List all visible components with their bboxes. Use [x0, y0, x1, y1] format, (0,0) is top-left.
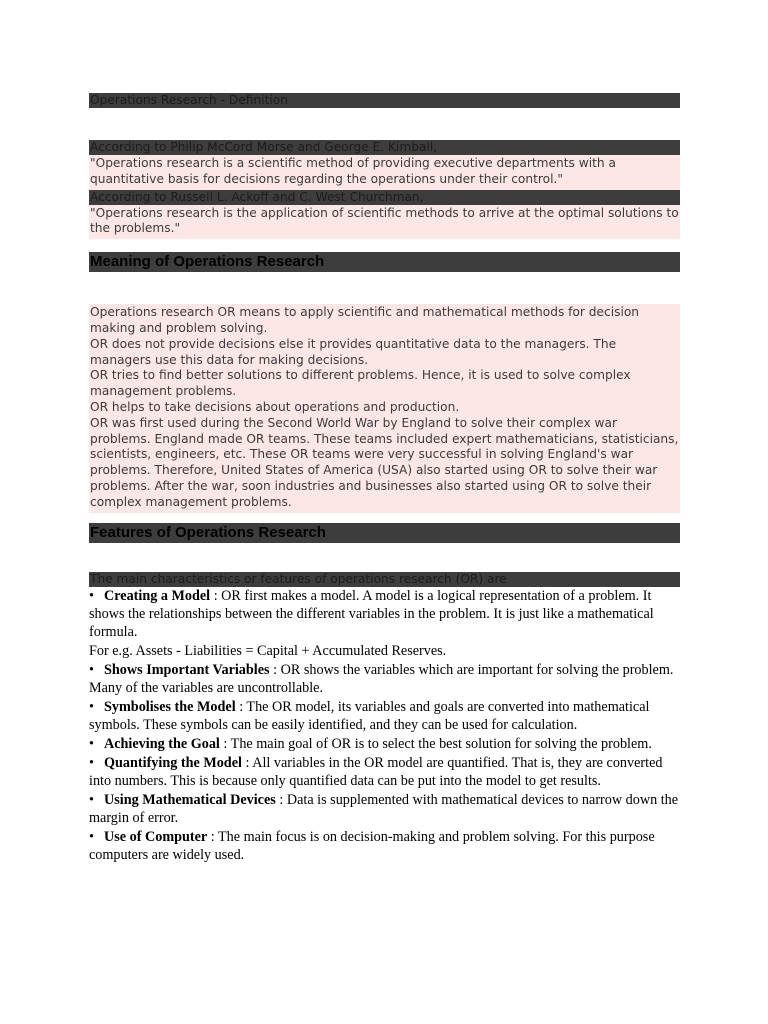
feature-text: : OR first makes a model. A model is a logical representation of a problem. It shows the relationships between the different variables in the problem. It is just like a mathematical formula. — [89, 587, 654, 640]
ackoff-churchman-quote — [89, 205, 680, 240]
feature-item — [89, 587, 680, 641]
morse-kimball-source: According to Philip McCord Morse and George E. Kimball, — [89, 140, 680, 155]
features-intro: The main characteristics or features of operations research (OR) are — [89, 572, 680, 587]
bullet-icon: • — [89, 791, 94, 808]
feature-item — [89, 698, 680, 734]
feature-item — [89, 661, 680, 697]
bullet-icon: • — [89, 735, 94, 752]
bullet-icon: • — [89, 661, 94, 678]
feature-term: Use of Computer — [104, 828, 208, 845]
feature-text: : The OR model, its variables and goals are converted into mathematical symbols. These symbols can be easily identified, and they can be used for calculation. — [89, 698, 650, 733]
feature-term: Achieving the Goal — [104, 735, 220, 752]
feature-text: : All variables in the OR model are quantified. That is, they are converted into numbers. This is because only quantified data can be put into the model to get results. — [89, 754, 663, 789]
ackoff-churchman-source: According to Russell L. Ackoff and C. West Churchman, — [89, 190, 680, 205]
bullet-icon: • — [89, 754, 94, 771]
feature-example: For e.g. Assets - Liabilities = Capital + Accumulated Reserves. — [89, 642, 447, 659]
meaning-paragraph: OR helps to take decisions about operations and production. — [90, 399, 460, 414]
feature-text: : OR shows the variables which are important for solving the problem. Many of the variables are uncontrollable. — [89, 661, 674, 696]
feature-term: Shows Important Variables — [104, 661, 270, 678]
feature-text: : The main focus is on decision-making and problem solving. For this purpose computers are widely used. — [89, 828, 655, 863]
feature-term: Quantifying the Model — [104, 754, 242, 771]
meaning-paragraph: OR does not provide decisions else it provides quantitative data to the managers. The managers use this data for making decisions. — [90, 336, 617, 367]
meaning-paragraph: OR tries to find better solutions to different problems. Hence, it is used to solve complex management problems. — [90, 368, 631, 399]
feature-item — [89, 791, 680, 827]
meaning-paragraph: Operations research OR means to apply scientific and mathematical methods for decision making and problem solving. — [90, 305, 640, 335]
feature-term: Using Mathematical Devices — [104, 791, 276, 808]
meaning-body — [89, 304, 680, 512]
meaning-heading: Meaning of Operations Research — [89, 252, 680, 272]
feature-term: Creating a Model — [104, 587, 211, 604]
morse-kimball-quote — [89, 155, 680, 190]
bullet-icon: • — [89, 698, 94, 715]
bullet-icon: • — [89, 828, 94, 845]
ackoff-churchman-quote-text: "Operations research is the application of scientific methods to arrive at the optimal solutions to the problems." — [90, 205, 679, 236]
feature-text: : Data is supplemented with mathematical devices to narrow down the margin of error. — [89, 791, 679, 826]
definition-title-bar: Operations Research - Definition — [89, 93, 680, 108]
feature-term: Symbolises the Model — [104, 698, 236, 715]
features-list — [89, 587, 680, 864]
feature-item — [89, 754, 680, 790]
document-page — [89, 93, 680, 865]
feature-text: : The main goal of OR is to select the best solution for solving the problem. — [219, 735, 652, 752]
feature-item — [89, 735, 680, 753]
features-heading: Features of Operations Research — [89, 523, 680, 543]
bullet-icon: • — [89, 587, 94, 604]
meaning-paragraph: OR was first used during the Second World War by England to solve their complex war problems. England made OR teams. These teams included expert mathematicians, statisticians, scientists, engineers, etc. These OR teams were very successful in solving England's war problems. Therefore, United States of America (USA) also started using OR to solve their war problems. After the war, soon industries and businesses also started using OR to solve their complex management problems. — [90, 415, 679, 509]
feature-item — [89, 828, 680, 864]
morse-kimball-quote-text: "Operations research is a scientific method of providing executive departments with a quantitative basis for decisions regarding the operations under their control." — [90, 156, 616, 186]
